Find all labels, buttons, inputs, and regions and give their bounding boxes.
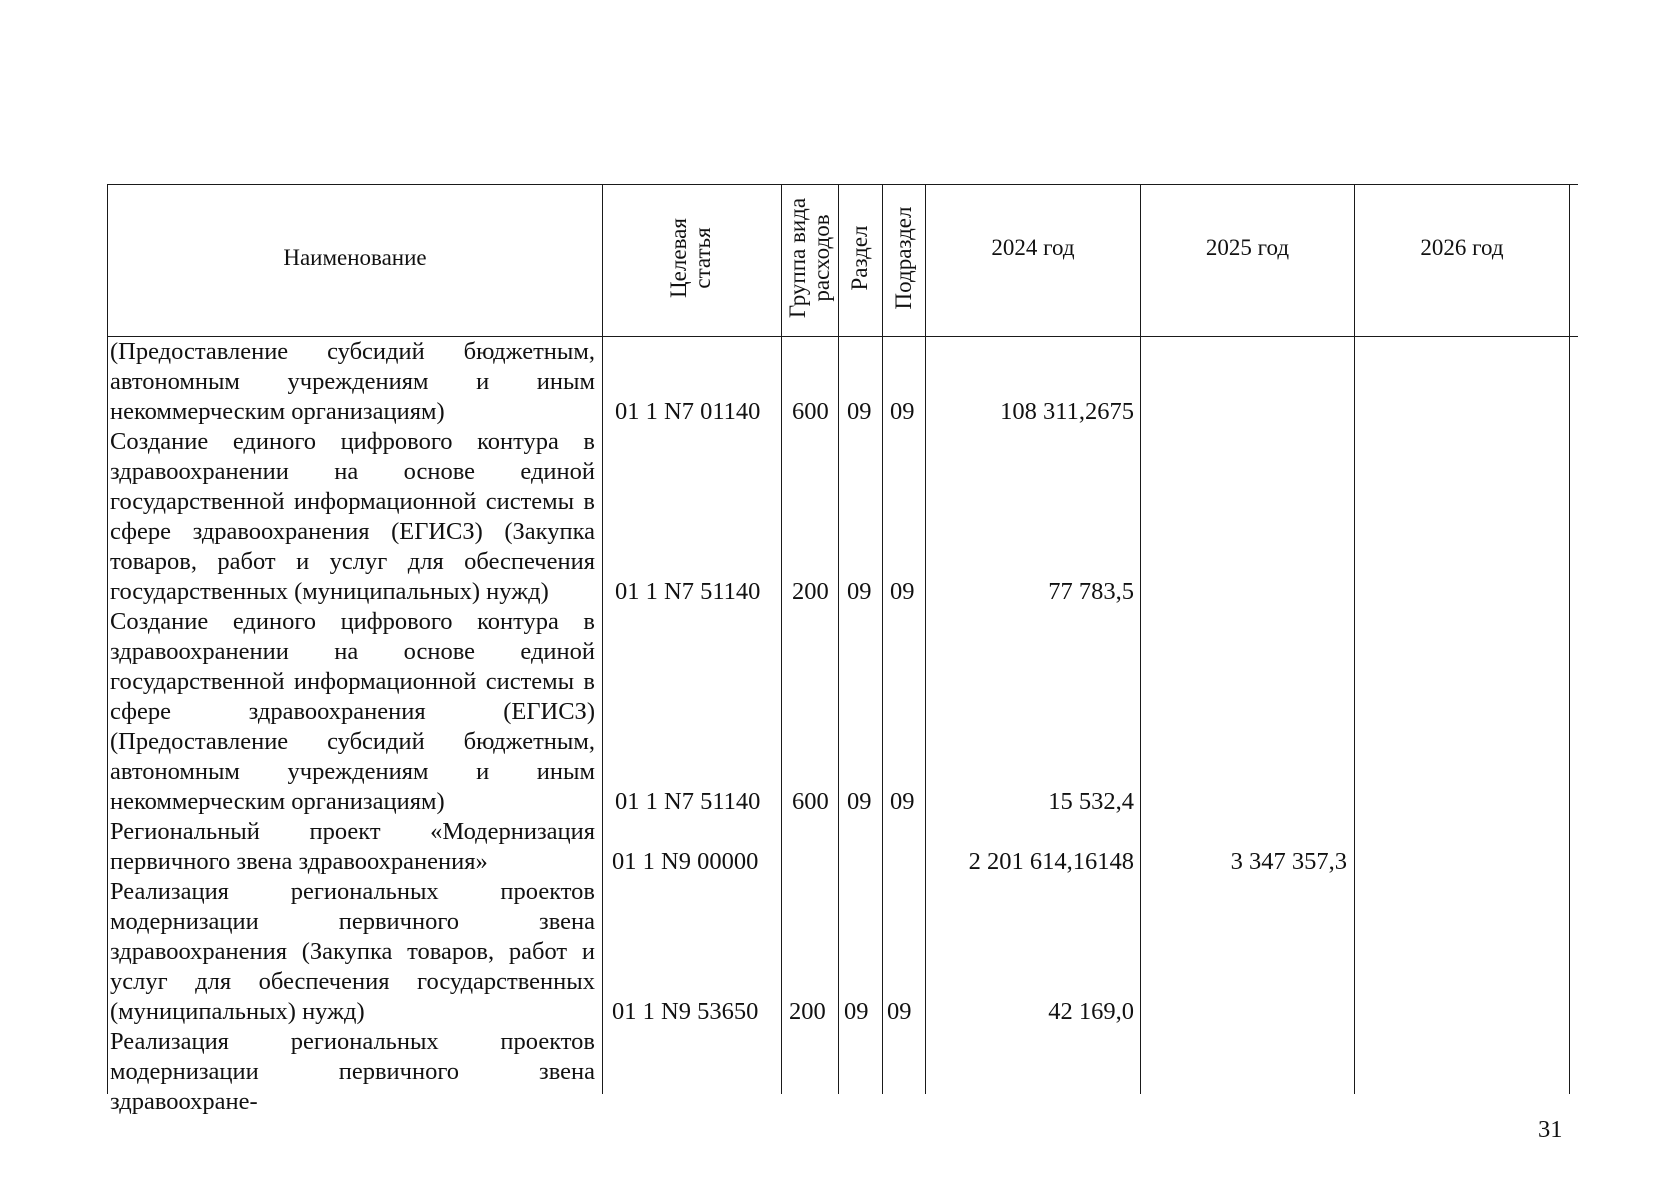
row-expense-group: 600 (792, 788, 829, 815)
row-target-article: 01 1 N7 51140 (615, 578, 761, 605)
column-border (925, 184, 926, 1094)
row-expense-group: 200 (792, 578, 829, 605)
header-target-article-text: Целевая статья (666, 218, 715, 298)
header-name: Наименование (283, 245, 427, 270)
row-name: (Предоставление субсидий бюджетным, автономным учреждениям и иным некоммерческим организациям) (110, 338, 595, 425)
row-value-2024: 2 201 614,16148 (968, 848, 1134, 875)
row-expense-group: 200 (789, 998, 826, 1025)
row-value-2025: 3 347 357,3 (1230, 848, 1347, 875)
column-border (781, 184, 782, 1094)
row-expense-group: 600 (792, 398, 829, 425)
row-subsection: 09 (890, 788, 915, 815)
header-year-2025: 2025 год (1205, 235, 1290, 260)
table-top-border (108, 184, 1578, 185)
row-subsection: 09 (890, 578, 915, 605)
row-section: 09 (844, 998, 869, 1025)
header-expense-group-text: Группа вида расходов (785, 197, 834, 319)
header-expense-group (786, 188, 834, 328)
header-target-article (667, 188, 715, 328)
column-border (107, 184, 108, 1094)
row-target-article: 01 1 N7 51140 (615, 788, 761, 815)
row-target-article: 01 1 N9 53650 (612, 998, 759, 1025)
header-subsection: Подраздел (891, 206, 916, 310)
row-value-2024: 108 311,2675 (1000, 398, 1134, 425)
row-section: 09 (847, 398, 872, 425)
row-name: Реализация региональных проектов модернизации первичного звена здравоохране- (110, 1028, 595, 1115)
row-target-article: 01 1 N9 00000 (612, 848, 759, 875)
row-name: Реализация региональных проектов модернизации первичного звена здравоохранения (Закупка товаров, работ и услуг для обеспечения государственных (муниципальных) нужд) (110, 878, 595, 1025)
page-number: 31 (1538, 1116, 1563, 1143)
row-section: 09 (847, 788, 872, 815)
row-value-2024: 42 169,0 (1048, 998, 1134, 1025)
row-value-2024: 15 532,4 (1048, 788, 1134, 815)
column-border (1569, 184, 1570, 1094)
row-subsection: 09 (887, 998, 912, 1025)
row-name: Региональный проект «Модернизация первичного звена здравоохранения» (110, 818, 595, 875)
column-border (1354, 184, 1355, 1094)
row-value-2024: 77 783,5 (1048, 578, 1134, 605)
column-border (602, 184, 603, 1094)
row-name: Создание единого цифрового контура в здравоохранении на основе единой государственной информационной системы в сфере здравоохранения (ЕГИСЗ) (Предоставление субсидий бюджетным, автономным учреждениям и иным некоммерческим организациям) (110, 608, 595, 815)
column-border (882, 184, 883, 1094)
row-subsection: 09 (890, 398, 915, 425)
header-year-2026: 2026 год (1420, 235, 1504, 260)
header-section: Раздел (847, 225, 872, 291)
header-year-2024: 2024 год (991, 235, 1075, 260)
column-border (838, 184, 839, 1094)
row-target-article: 01 1 N7 01140 (615, 398, 761, 425)
row-name: Создание единого цифрового контура в здравоохранении на основе единой государственной информационной системы в сфере здравоохранения (ЕГИСЗ) (Закупка товаров, работ и услуг для обеспечения государственных (муниципальных) нужд) (110, 428, 595, 605)
column-border (1140, 184, 1141, 1094)
row-section: 09 (847, 578, 872, 605)
